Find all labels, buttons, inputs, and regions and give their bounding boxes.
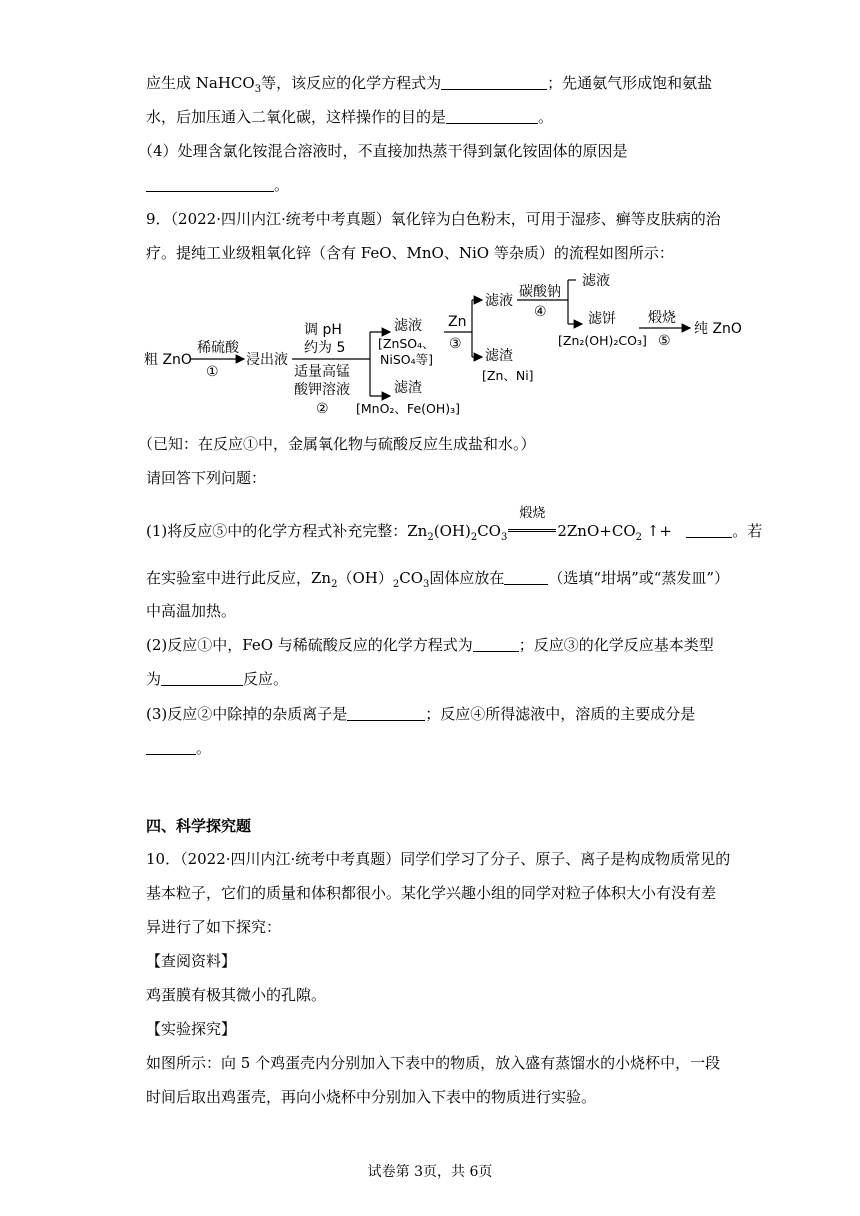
text: （选填“坩埚”或“蒸发皿”）: [548, 569, 730, 587]
text-line: [146, 738, 211, 758]
equation-condition: [507, 506, 557, 541]
text-line: 请回答下列问题：: [146, 469, 267, 487]
condition-label: 煅烧: [519, 506, 546, 521]
text: 2ZnO+CO: [557, 522, 636, 540]
answer-blank[interactable]: [473, 636, 519, 652]
flow-cond-3: 适量高锰: [294, 364, 350, 380]
equals-sign: [508, 529, 556, 532]
question-9-line: 疗。提纯工业级粗氧化锌（含有 FeO、MnO、NiO 等杂质）的流程如图所示：: [146, 244, 674, 262]
flow-cond-4: 酸钾溶液: [294, 382, 350, 398]
text: 反应。: [243, 670, 289, 688]
question-10-line: 基本粒子，它们的质量和体积都很小。某化学兴趣小组的同学对粒子体积大小有没有差: [146, 884, 717, 902]
answer-blank[interactable]: [504, 569, 548, 585]
text-line: 在实验室中进行此反应，$Zn_2(OH)_2CO_3$固体应放在 （选填“坩埚”或“蒸发皿”）: [146, 569, 730, 590]
flow-cake: 滤饼: [588, 311, 616, 327]
flow-residue-2: 滤渣: [485, 348, 513, 364]
text: 为: [146, 670, 162, 688]
answer-blank[interactable]: [146, 176, 274, 192]
subheading: 【实验探究】: [146, 1020, 237, 1038]
process-flow-diagram: [142, 273, 762, 423]
text-line: [146, 669, 288, 689]
text-line: 鸡蛋膜有极其微小的孔隙。: [146, 986, 327, 1004]
text: 在实验室中进行此反应，Zn: [146, 569, 332, 587]
text: (3)反应②中除掉的杂质离子是: [146, 705, 348, 723]
text: (2)反应①中，FeO 与稀硫酸反应的化学方程式为: [146, 636, 473, 654]
text: 等，该反应的化学方程式为: [261, 74, 442, 92]
answer-blank[interactable]: [347, 705, 425, 721]
flow-residue-2-content: [Zn、Ni]: [482, 368, 534, 383]
text: ；先通氨气形成饱和氨盐: [547, 74, 713, 92]
text-line: （4）处理含氯化铵混合溶液时，不直接加热蒸干得到氯化铵固体的原因是: [138, 142, 628, 160]
text: 水，后加压通入二氧化碳，这样操作的目的是: [146, 108, 447, 126]
text: （OH）: [337, 569, 393, 587]
text: 。: [538, 108, 554, 126]
flow-step-1: ①: [206, 364, 219, 380]
flow-residue-1-content: [MnO₂、Fe(OH)₃]: [356, 401, 461, 416]
flow-filtrate-1: 滤液: [394, 318, 422, 334]
answer-blank[interactable]: [446, 108, 538, 124]
text-line: [146, 73, 712, 100]
flow-step-4: ④: [534, 304, 547, 320]
flow-cond-1: 调 pH: [304, 322, 342, 338]
page-footer: 试卷第 3页，共 6页: [367, 1164, 493, 1180]
flow-step-2: ②: [316, 401, 329, 417]
question-10-line: 10．（2022·四川内江·统考中考真题）同学们学习了分子、原子、离子是构成物质常见的: [146, 850, 731, 868]
answer-blank[interactable]: [686, 522, 732, 538]
flow-leach: 浸出液: [246, 352, 288, 368]
text: 应生成 NaHCO: [146, 74, 255, 92]
flow-filtrate-1-content: [ZnSO₄、: [378, 336, 435, 351]
text-line: [146, 635, 714, 655]
text: 。: [274, 176, 290, 194]
text-line: 如图所示：向 5 个鸡蛋壳内分别加入下表中的物质，放入盛有蒸馏水的小烧杯中，一段: [146, 1054, 721, 1072]
subscript: 3: [254, 84, 262, 95]
text: CO: [399, 569, 424, 587]
answer-blank[interactable]: [146, 739, 196, 755]
answer-blank[interactable]: [441, 74, 547, 90]
text: 。: [196, 739, 212, 757]
flow-step-5: ⑤: [658, 333, 671, 349]
flow-reagent-5: 煅烧: [648, 310, 676, 326]
text-line: 中高温加热。: [146, 602, 237, 620]
text: (1)将反应⑤中的化学方程式补充完整：: [146, 522, 408, 540]
text: 。若: [732, 522, 763, 540]
flow-reagent-3: Zn: [448, 314, 467, 330]
question-10-line: 异进行了如下探究：: [146, 918, 282, 936]
flow-cake-content: [Zn₂(OH)₂CO₃]: [558, 333, 647, 348]
flow-residue-1: 滤渣: [394, 380, 422, 396]
answer-blank[interactable]: [161, 670, 243, 686]
text-line: (1)将反应⑤中的化学方程式补充完整：$Zn_2(OH)_2CO_3$ 煅烧 $2ZnO+CO_2$ ↑+ 。若: [146, 506, 763, 543]
text: ；反应③的化学反应基本类型: [518, 636, 714, 654]
text-line: 时间后取出鸡蛋壳，再向小烧杯中分别加入下表中的物质进行实验。: [146, 1088, 597, 1106]
flow-filtrate-2: 滤液: [485, 293, 513, 309]
question-9-line: 9．（2022·四川内江·统考中考真题）氧化锌为白色粉末，可用于湿疹、癣等皮肤病的治: [146, 210, 721, 228]
section-heading: 四、科学探究题: [146, 817, 252, 835]
text: 固体应放在: [429, 569, 505, 587]
flow-product: 纯 ZnO: [694, 321, 742, 337]
text-line: （已知：在反应①中，金属氧化物与硫酸反应生成盐和水。）: [138, 435, 536, 453]
flow-start: 粗 ZnO: [144, 352, 192, 368]
text: ；反应④所得滤液中，溶质的主要成分是: [425, 705, 696, 723]
subheading: 【查阅资料】: [146, 952, 237, 970]
flow-filtrate-1-content: NiSO₄等]: [380, 352, 433, 367]
flow-reagent-1: 稀硫酸: [197, 340, 239, 356]
flow-filtrate-3: 滤液: [582, 273, 610, 289]
flow-cond-2: 约为 5: [304, 340, 346, 356]
text-line: [146, 107, 553, 127]
text: ↑+: [646, 522, 672, 540]
flow-reagent-4: 碳酸钠: [519, 284, 561, 300]
flow-step-3: ③: [449, 336, 462, 352]
text-line: [146, 175, 289, 195]
text-line: [146, 704, 695, 724]
